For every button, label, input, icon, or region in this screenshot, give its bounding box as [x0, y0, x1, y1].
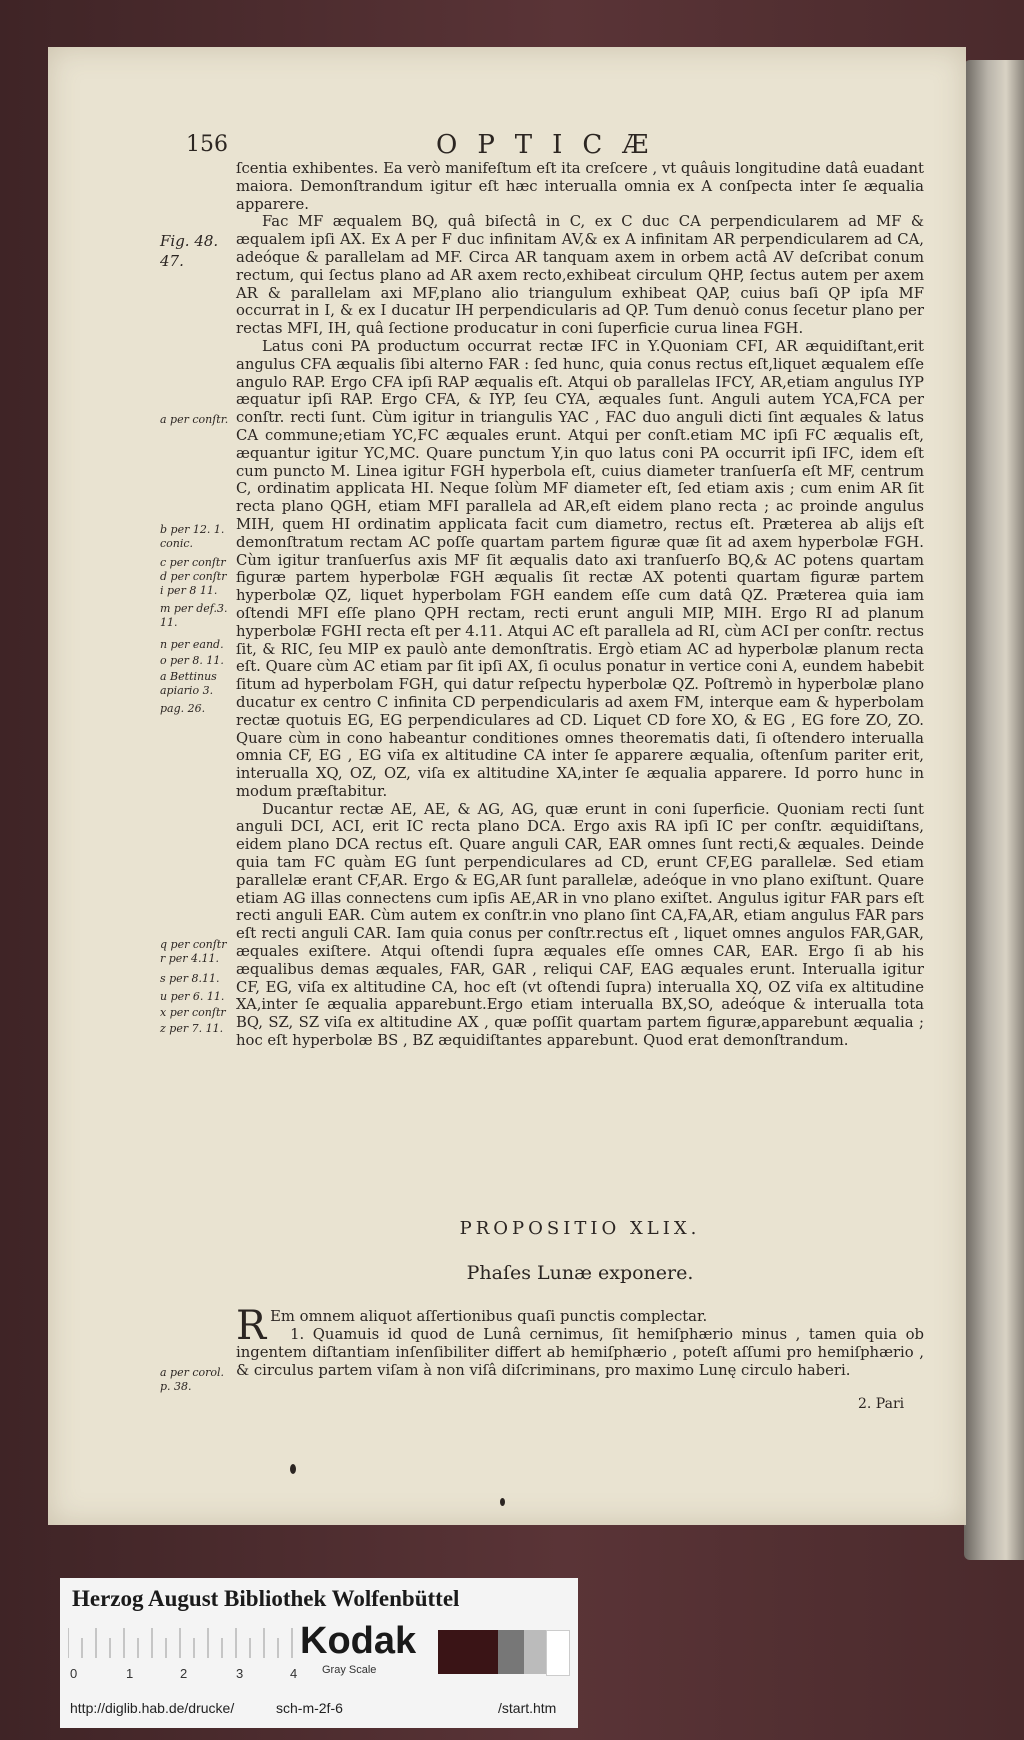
margin-note: d per conſtr — [160, 570, 227, 583]
final-line-1: Em omnem aliquot aſſertionibus quaſi punctis complectar. — [270, 1308, 708, 1325]
final-line-2: 1. Quamuis id quod de Lunâ cernimus, ſit hemiſphærio minus , tamen quia ob ingentem diſtantiam inſenſibiliter differt ab hemiſphærio , poteſt aſſumi pro hemiſphærio , & circulus partem viſam à non viſâ diſcriminans, pro maximo Lunę circulo haberi. — [236, 1326, 924, 1379]
margin-note: s per 8.11. — [160, 972, 220, 985]
margin-note: o per 8. 11. — [160, 654, 224, 667]
paragraph: Ducantur rectæ AE, AE, & AG, AG, quæ erunt in coni ſuperficie. Quoniam recti ſunt anguli DCI, ACI, erit IC recta plano DCA. Ergo axis RA ipſi IC per conſtr. æquidiſtans, eidem plano DCA rectus eſt. Quare anguli CAR, EAR omnes ſunt recti,& æquales. Deinde quia tam FC quàm EG ſunt perpendiculares ad CD, erunt CF,EG parallelæ. Sed etiam parallelæ erant CF,AR. Ergo & EG,AR ſunt parallelæ, adeóque in vno plano exiſtunt. Quare etiam AG illas connectens cum ipſis AE,AR in vno plano exiſtet. Angulus igitur FAR pars eſt recti anguli EAR. Cùm autem ex conſtr.in vno plano ſint CA,FA,AR, etiam angulus FAR pars eſt recti anguli CAR. Iam quia conus per conſtr.rectus eſt , liquet omnes angulos FAR,GAR, æquales exiſtere. Atqui oſtendi ſupra æquales eſſe omnes CAR, EAR. Ergo ſi ab his æqualibus demas æquales, FAR, GAR , reliqui CAF, EAG æquales erunt. Interualla igitur CF, EG, viſa ex altitudine CA, hoc eſt (vt oſtendi ſupra) interualla XQ, OZ viſa ex altitudine XA,inter ſe æqualia apparebunt.Ergo etiam interualla BX,SO, adeóque & interualla tota BQ, SZ, SZ viſa ex altitudine AX , quæ poſſit quartam partem figuræ,apparebunt æqualia ; hoc eſt hyperbolæ BS , BZ æquidiſtantes apparebunt. Quod erat demonſtrandum. — [236, 800, 924, 1050]
running-title: OPTICÆ — [436, 130, 669, 160]
margin-note: m per def.3. 11. — [160, 602, 228, 629]
margin-note: a Bettinus apiario 3. — [160, 670, 217, 697]
ink-spot — [290, 1464, 296, 1474]
margin-note: c per conſtr — [160, 556, 226, 569]
library-card — [60, 1578, 578, 1728]
url-end: /start.htm — [498, 1700, 557, 1716]
drop-cap: R — [236, 1303, 267, 1349]
margin-note: x per conſtr — [160, 1006, 226, 1019]
margin-note: a per conſtr. — [160, 413, 229, 426]
final-section — [236, 1303, 924, 1380]
main-text — [236, 160, 924, 1050]
paragraph: ſcentia exhibentes. Ea verò manifeſtum eſt ita creſcere , vt quâuis longitudine datâ euadant maiora. Demonſtrandum igitur eſt hæc interualla omnia ex A conſpecta inter ſe æqualia apparere. — [236, 160, 924, 213]
margin-note: u per 6. 11. — [160, 990, 225, 1003]
margin-figure-ref: Fig. 48. — [160, 232, 219, 250]
proposition-subtitle: Phaſes Lunæ exponere. — [466, 1262, 694, 1284]
scale-number: 1 — [126, 1666, 134, 1681]
color-swatch — [438, 1630, 498, 1674]
margin-note: n per eand. — [160, 638, 224, 651]
color-swatch — [498, 1630, 524, 1674]
paragraph: Latus coni PA productum occurrat rectæ IFC in Y.Quoniam CFI, AR æquidiſtant,erit angulus CFA æqualis ſibi alterno FAR : ſed hunc, quia conus rectus eſt,liquet æqualem eſſe angulo RAP. Ergo CFA ipſi RAP æqualis eſt. Atqui ob parallelas IFCY, AR,etiam angulus IYP æquatur ipſi RAP. Ergo CFA, & IYP, ſeu CYA, æquales ſunt. Anguli autem YCA,FCA per conſtr. recti ſunt. Cùm igitur in triangulis YAC , FAC duo anguli dicti ſint æquales & latus CA commune;etiam YC,FC æquales erunt. Atqui per conſt.etiam MC ipſi FC æqualis eſt, æquantur igitur YC,MC. Quare punctum Y,in quo latus coni PA occurrit ipſi IFC, idem eſt cum puncto M. Linea igitur FGH hyperbola eſt, cuius diameter tranſuerſa eſt MF, centrum C, ordinatim applicata HI. Neque ſolùm MF diameter eſt, ſed etiam axis ; cum enim AR ſit recta plano QGH, etiam MFI parallela ad AR,eſt eidem plano recta ; ac proinde angulus MIH, quem HI ordinatim applicata facit cum diametro, rectus eſt. Præterea ab alijs eſt demonſtratum rectam AC poſſe quartam partem figuræ quæ ſit ad axem hyperbolæ FGH. Cùm igitur tranſuerſus axis MF ſit æqualis dato axi tranſuerſo BQ,& AC potens quartam figuræ partem hyperbolæ FGH æqualis ſit rectæ AX potenti quartam figuræ partem hyperbolæ QZ, liquet hyperbolam FGH eandem eſſe cum datâ QZ. Præterea quia iam oſtendi MFI eſſe plano QPH rectam, recti erunt anguli MIP, MIH. Ergo RI ad planum hyperbolæ FGHI recta eſt per 4.11. Atqui AC eſt parallela ad RI, cùm ACI per conſtr. rectus ſit, & RIC, ſeu MIP ex paulò ante demonſtratis. Ergò etiam AC ad hyperbolæ planum recta eſt. Quare cùm AC etiam par ſit ipſi AX, ſi oculus ponatur in vertice coni A, eundem habebit ſitum ad hyperbolam FGH, qui datur reſpectu hyperbolæ QZ. Poſtremò in hyperbolæ plano ducatur ex centro C infinita CD perpendicularis ad axem FM, interque eam & hyperbolam rectæ quotuis EG, EG perpendiculares ad CD. Liquet CD fore XO, & EG , EG fore ZO, ZO. Quare cùm in cono habeantur conditiones omnes theorematis dati, ſi oſtendero interualla omnia CF, EG , EG viſa ex altitudine CA inter ſe apparere æqualia, oſtenſum pariter erit, interualla XQ, OZ, OZ, viſa ex altitudine XA,inter ſe æqualia apparere. Id porro hunc in modum præſtabitur. — [236, 337, 924, 800]
margin-note: i per 8 11. — [160, 584, 218, 597]
margin-note: pag. 26. — [160, 702, 206, 715]
margin-note: a per corol. p. 38. — [160, 1366, 225, 1393]
scale-number: 2 — [180, 1666, 188, 1681]
scale-number: 4 — [290, 1666, 298, 1681]
gray-scale-label: Gray Scale — [322, 1664, 377, 1676]
library-name: Herzog August Bibliothek Wolfenbüttel — [72, 1586, 460, 1611]
color-swatch — [524, 1630, 546, 1674]
scale-number: 0 — [70, 1666, 78, 1681]
margin-note: z per 7. 11. — [160, 1022, 224, 1035]
catchword: 2. Pari — [858, 1396, 905, 1412]
margin-figure-ref-2: 47. — [160, 252, 184, 270]
margin-note: r per 4.11. — [160, 952, 220, 965]
paragraph: Fac MF æqualem BQ, quâ biſectâ in C, ex C duc CA perpendicularem ad MF & æqualem ipſi AX. Ex A per F duc infinitam AV,& ex A infinitam AR perpendicularem ad CA, adeóque & parallelam ad MF. Circa AR tanquam axem in orbem actâ AV deſcribat conum rectum, qui ſectus plano ad AR axem recto,exhibeat circulum QHP, ſectus autem per axem AR & parallelam axi MF,plano alio triangulum exhibeat QAP, cuius baſi QP ipſa MF occurrat in I, & ex I ducatur IH perpendicularis ad QP. Tum denuò conus ſecetur plano per rectas MFI, IH, quâ ſectione producatur in coni ſuperficie curua linea FGH. — [236, 213, 924, 338]
kodak-logo: Kodak — [300, 1620, 417, 1662]
color-swatch — [546, 1630, 570, 1676]
page-number: 156 — [186, 132, 228, 157]
book-spine — [964, 60, 1024, 1560]
proposition-title: PROPOSITIO XLIX. — [459, 1218, 701, 1239]
ink-spot — [500, 1498, 505, 1506]
url-base: http://diglib.hab.de/drucke/ — [70, 1700, 235, 1716]
margin-note: q per conſtr — [160, 938, 227, 951]
margin-note: b per 12. 1. conic. — [160, 523, 225, 550]
url-id: sch-m-2f-6 — [276, 1700, 343, 1716]
scale-number: 3 — [236, 1666, 244, 1681]
